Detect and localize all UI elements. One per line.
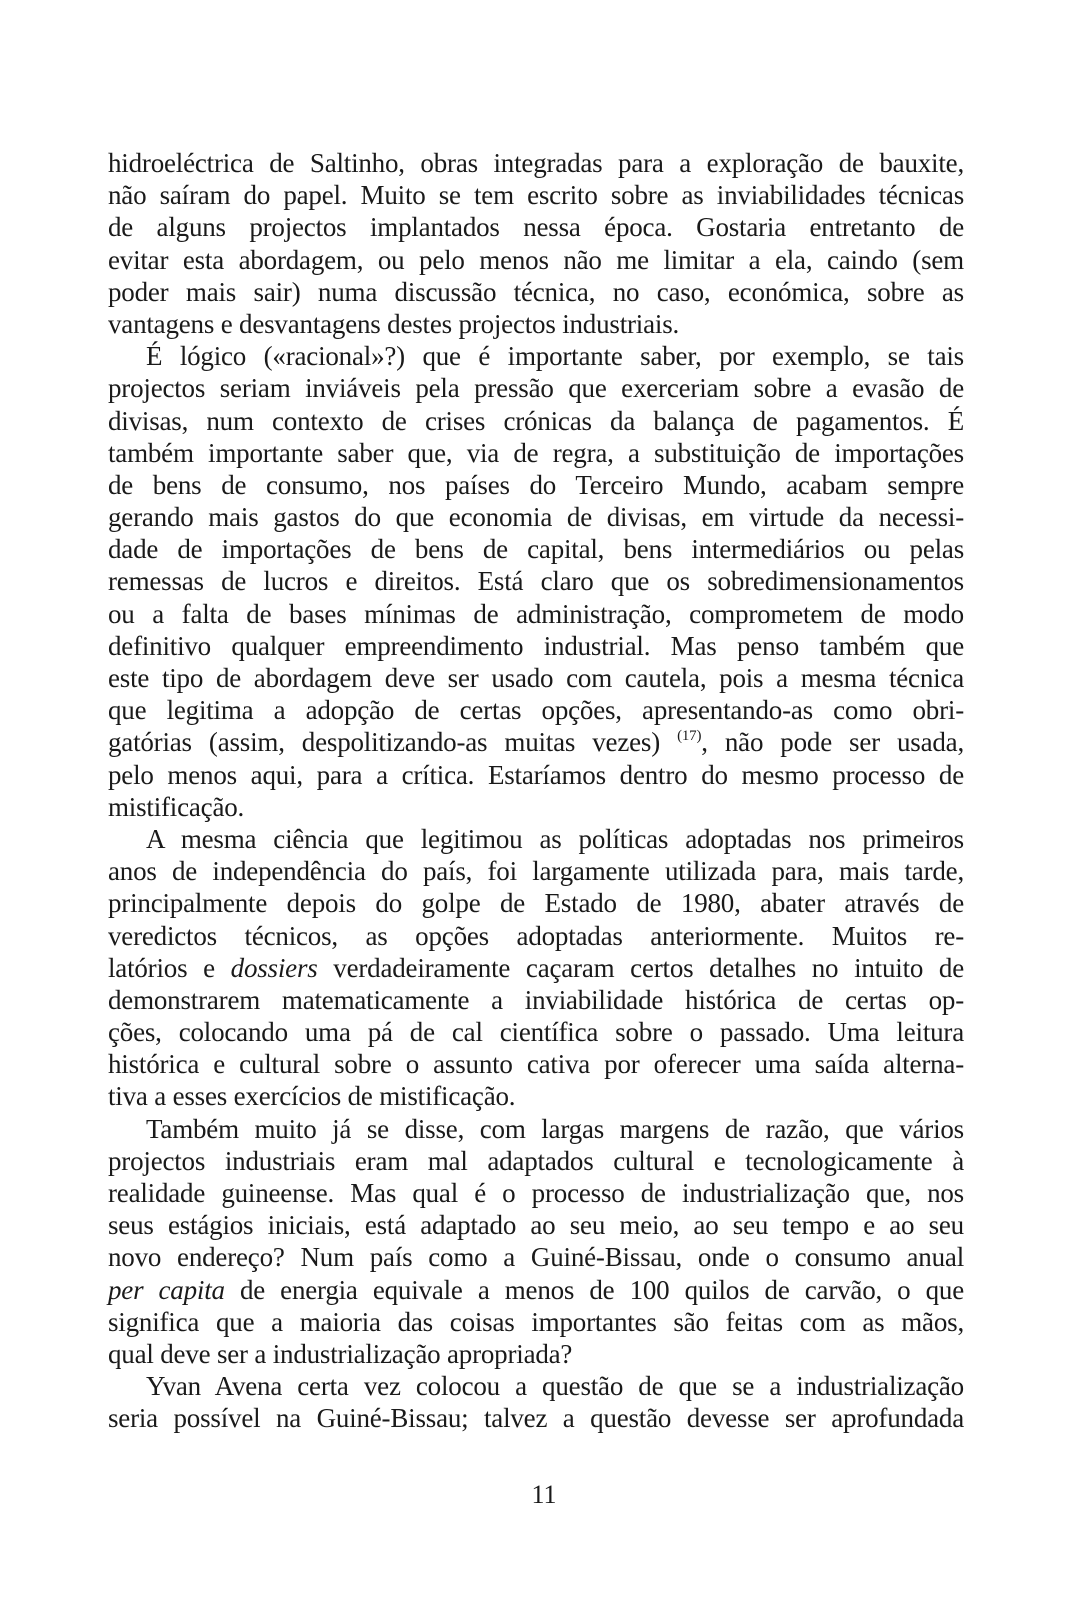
italic-term: per capita xyxy=(108,1274,225,1305)
text-line: evitar esta abordagem, ou pelo menos não me limitar a ela, caindo (sem xyxy=(108,244,964,275)
text-line: de alguns projectos implantados nessa época. Gostaria entretanto de xyxy=(108,212,964,243)
text-line-with-footnote xyxy=(108,726,964,758)
text-line: projectos industriais eram mal adaptados cultural e tecnologicamente à xyxy=(108,1145,964,1176)
text-line: realidade guineense. Mas qual é o processo de industrialização que, nos xyxy=(108,1178,964,1208)
text-fragment: , não pode ser usada, xyxy=(701,727,964,758)
text-line: projectos seriam inviáveis pela pressão que exerceriam sobre a evasão de xyxy=(108,373,964,404)
text-line: também importante saber que, via de regra, a substituição de importações xyxy=(108,437,964,468)
text-line: pelo menos aqui, para a crítica. Estaríamos dentro do mesmo processo de xyxy=(108,759,964,790)
text-line: este tipo de abordagem deve ser usado com cautela, pois a mesma técnica xyxy=(108,663,964,693)
text-line-with-italic xyxy=(108,952,964,984)
text-line: hidroeléctrica de Saltinho, obras integradas para a exploração de bauxite, xyxy=(108,148,964,178)
text-line: definitivo qualquer empreendimento industrial. Mas penso também que xyxy=(108,630,964,661)
text-line: seria possível na Guiné-Bissau; talvez a questão devesse ser aprofundada xyxy=(108,1403,964,1434)
text-line: anos de independência do país, foi largamente utilizada para, mais tarde, xyxy=(108,856,964,887)
text-line: ções, colocando uma pá de cal científica sobre o passado. Uma leitura xyxy=(108,1017,964,1048)
text-line: que legitima a adopção de certas opções, apresentando-as como obri- xyxy=(108,695,964,726)
paragraph-start-line: Yvan Avena certa vez colocou a questão de que se a industrialização xyxy=(146,1371,964,1402)
text-line: poder mais sair) numa discussão técnica, no caso, económica, sobre as xyxy=(108,276,964,307)
paragraph-start-line: Também muito já se disse, com largas margens de razão, que vários xyxy=(146,1113,964,1144)
paragraph-start-line: A mesma ciência que legitimou as políticas adoptadas nos primeiros xyxy=(146,823,964,854)
text-line: qual deve ser a industrialização apropriada? xyxy=(108,1338,573,1369)
text-line-with-italic xyxy=(108,1274,964,1306)
text-fragment: gatórias (assim, despolitizando-as muitas vezes) xyxy=(108,727,678,758)
text-line: histórica e cultural sobre o assunto cativa por oferecer uma saída alterna- xyxy=(108,1049,964,1080)
text-line: de bens de consumo, nos países do Terceiro Mundo, acabam sempre xyxy=(108,469,964,500)
page-body xyxy=(108,147,964,1435)
footnote-reference[interactable]: (17) xyxy=(677,728,702,745)
page-number: 11 xyxy=(531,1480,557,1509)
text-line: vantagens e desvantagens destes projectos industriais. xyxy=(108,308,680,339)
text-line: divisas, num contexto de crises crónicas da balança de pagamentos. É xyxy=(108,405,964,436)
text-line: ou a falta de bases mínimas de administração, comprometem de modo xyxy=(108,598,964,629)
text-line: tiva a esses exercícios de mistificação. xyxy=(108,1081,516,1112)
text-fragment: latórios e xyxy=(108,952,231,983)
text-line: novo endereço? Num país como a Guiné-Bissau, onde o consumo anual xyxy=(108,1242,964,1273)
text-line: remessas de lucros e direitos. Está claro que os sobredimensionamentos xyxy=(108,566,964,597)
text-line: mistificação. xyxy=(108,791,245,822)
text-line: gerando mais gastos do que economia de divisas, em virtude da necessi- xyxy=(108,502,964,533)
text-line: demonstrarem matematicamente a inviabilidade histórica de certas op- xyxy=(108,984,964,1015)
text-line: significa que a maioria das coisas importantes são feitas com as mãos, xyxy=(108,1306,964,1337)
text-line: dade de importações de bens de capital, bens intermediários ou pelas xyxy=(108,534,964,565)
text-fragment: de energia equivale a menos de 100 quilos de carvão, o que xyxy=(224,1274,964,1305)
text-line: seus estágios iniciais, está adaptado ao seu meio, ao seu tempo e ao seu xyxy=(108,1210,964,1241)
paragraph-start-line: É lógico («racional»?) que é importante saber, por exemplo, se tais xyxy=(146,341,964,372)
text-line: veredictos técnicos, as opções adoptadas anteriormente. Muitos re- xyxy=(108,920,964,951)
text-fragment: verdadeiramente caçaram certos detalhes no intuito de xyxy=(317,952,964,983)
text-line: principalmente depois do golpe de Estado de 1980, abater através de xyxy=(108,888,964,919)
italic-term: dossiers xyxy=(230,952,318,983)
text-line: não saíram do papel. Muito se tem escrito sobre as inviabilidades técnicas xyxy=(108,180,964,211)
